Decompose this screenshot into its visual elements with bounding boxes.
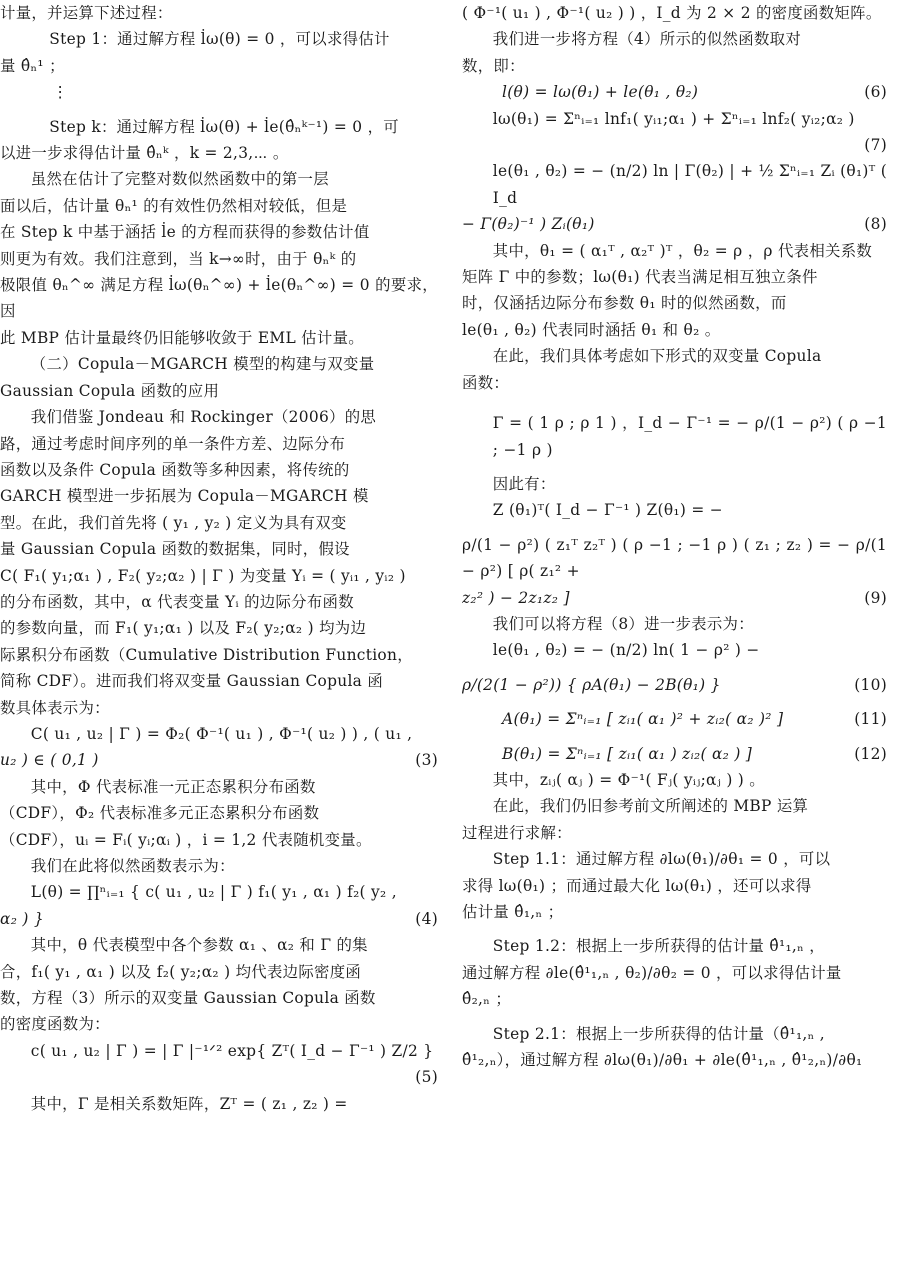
left-text-line: （CDF），uᵢ = Fᵢ( yᵢ;αᵢ ) ，i = 1,2 代表随机变量。 [0,830,372,849]
left-text-line: 我们在此将似然函数表示为： [30,857,235,875]
right-spacer [462,463,887,471]
equation-number: (3) [415,751,438,770]
right-text-line: 过程进行求解： [462,823,572,842]
right-text-line: 其中，θ₁ = ( α₁ᵀ , α₂ᵀ )ᵀ ，θ₂ = ρ ，ρ 代表相关系数 [492,241,873,260]
equation-number: (12) [854,744,887,763]
left-text-line: 其中，Φ 代表标准一元正态累积分布函数 [30,777,316,796]
equation-text: u₂ ) ∈ ( 0,1 ) [0,751,99,770]
left-text-line: 际累积分布函数（Cumulative Distribution Function， [0,645,413,664]
left-text-line: 路，通过考虑时间序列的单一条件方差、边际分布 [0,434,346,453]
right-text-line: le(θ₁ , θ₂) = − (n/2) ln( 1 − ρ² ) − [492,641,760,660]
equation-text: B(θ₁) = Σⁿᵢ₌₁ [ zᵢ₁( α₁ ) zᵢ₂( α₂ ) ] [502,744,753,763]
right-spacer [462,925,887,933]
right-text-line: le(θ₁ , θ₂) = − (n/2) ln | Γ(θ₂) | + ½ Σⁿᵢ₌₁ Zᵢ (θ₁)ᵀ ( I_d [492,162,887,207]
left-text-line: 极限值 θₙ^∞ 满足方程 l̇ω(θₙ^∞) + l̇e(θₙ^∞) = 0 的要求，因 [0,276,438,321]
right-spacer [462,733,887,741]
right-text-line: 估计量 θ̂₁,ₙ ； [462,903,564,921]
right-spacer [462,664,887,672]
equation-number: (4) [415,909,438,928]
left-text-line: GARCH 模型进一步拓展为 Copula－MGARCH 模 [0,487,369,506]
left-text-line: Gaussian Copula 函数的应用 [0,381,220,400]
right-equation-line [462,79,887,105]
right-equation-line [462,741,887,767]
left-text-line: 以进一步求得估计量 θ̂ₙᵏ ，k = 2,3,⋯ 。 [0,144,289,163]
equation-number: (9) [864,588,887,607]
right-text-line: Step 2.1：根据上一步所获得的估计量（θ̂¹₁,ₙ , [492,1024,825,1043]
left-text-line: （CDF），Φ₂ 代表标准多元正态累积分布函数 [0,804,320,823]
left-text-line: 面以后，估计量 θₙ¹ 的有效性仍然相对较低，但是 [0,196,348,215]
right-equation-line [462,585,887,611]
right-text-line: ρ/(1 − ρ²) ( z₁ᵀ z₂ᵀ ) ( ρ −1 ; −1 ρ ) ( z₁ ; z₂ ) = − ρ/(1 − ρ²) [ ρ( z₁² + [462,535,887,581]
right-text-line: 函数： [462,373,510,392]
right-text-line: 数，即： [462,56,525,75]
left-equation-line [0,906,438,932]
right-text-line: 矩阵 Γ 中的参数；lω(θ₁) 代表当满足相互独立条件 [462,268,818,287]
equation-text: α₂ ) } [0,909,44,928]
left-text-line: 合，f₁( y₁ , α₁ ) 以及 f₂( y₂;α₂ ) 均代表边际密度函 [0,962,362,981]
equation-number: (5) [415,1068,438,1087]
left-text-line: 型。在此，我们首先将 ( y₁ , y₂ ) 定义为具有双变 [0,513,347,532]
left-text-line: 的密度函数为： [0,1015,110,1034]
equation-text: A(θ₁) = Σⁿᵢ₌₁ [ zᵢ₁( α₁ )² + zᵢ₂( α₂ )² ] [502,710,784,729]
left-text-line: 的参数向量，而 F₁( y₁;α₁ ) 以及 F₂( y₂;α₂ ) 均为边 [0,619,367,638]
right-equation-line [462,132,887,158]
left-text-line: 简称 CDF）。进而我们将双变量 Gaussian Copula 函 [0,672,384,691]
right-text-line: θ̂₂,ₙ ； [462,990,512,1009]
right-column [462,0,887,1288]
left-text-line: 其中，Γ 是相关系数矩阵，Zᵀ = ( z₁ , z₂ ) = [30,1094,348,1113]
equation-text: ρ/(2(1 − ρ²)) { ρA(θ₁) − 2B(θ₁) } [462,675,721,694]
equation-number: (10) [854,675,887,694]
right-equation-line [462,672,887,698]
left-text-line: ⋮ [52,83,69,102]
left-equation-line [0,747,438,773]
left-text-line: 其中，θ 代表模型中各个参数 α₁ 、α₂ 和 Γ 的集 [30,936,368,955]
left-text-line: 函数以及条件 Copula 函数等多种因素，将传统的 [0,460,350,479]
right-text-line: 在此，我们仍旧参考前文所阐述的 MBP 运算 [492,797,809,816]
right-text-line: Z (θ₁)ᵀ( I_d − Γ⁻¹ ) Z(θ₁) = − [492,501,723,520]
left-text-line: c( u₁ , u₂ | Γ ) = | Γ |⁻¹ᐟ² exp{ Zᵀ( I_d − Γ⁻¹ ) Z/2 } [30,1041,434,1060]
left-text-line: 数，方程（3）所示的双变量 Gaussian Copula 函数 [0,989,376,1008]
left-equation-line [0,1064,438,1090]
right-text-line: 其中，zᵢⱼ( αⱼ ) = Φ⁻¹( Fⱼ( yᵢⱼ;αⱼ ) ) 。 [492,770,765,789]
left-text-line: Step k：通过解方程 l̇ω(θ) + l̇e(θ̂ₙᵏ⁻¹) = 0 ，可 [49,117,399,136]
right-text-line: 求得 lω(θ₁) ；而通过最大化 lω(θ₁) ，还可以求得 [462,876,812,895]
right-text-line: 通过解方程 ∂le(θ̂¹₁,ₙ , θ₂)/∂θ₂ = 0 ，可以求得估计量 [462,963,842,982]
right-text-line: θ̂¹₂,ₙ），通过解方程 ∂lω(θ₁)/∂θ₁ + ∂le(θ̂¹₁,ₙ , θ̂¹₂,ₙ)/∂θ₁ [462,1051,863,1070]
right-spacer [462,1013,887,1021]
right-text-line: 我们可以将方程（8）进一步表示为： [492,614,754,633]
right-spacer [462,524,887,532]
right-text-line: Step 1.2：根据上一步所获得的估计量 θ̂¹₁,ₙ ， [492,937,825,956]
left-text-line: 此 MBP 估计量最终仍旧能够收敛于 EML 估计量。 [0,328,364,347]
right-text-line: 我们进一步将方程（4）所示的似然函数取对 [492,30,802,49]
right-text-line: Γ = ( 1 ρ ; ρ 1 ) ，I_d − Γ⁻¹ = − ρ/(1 − ρ²) ( ρ −1 ; −1 ρ ) [492,414,887,459]
right-equation-line [462,706,887,732]
right-text-line: 因此有： [492,474,556,493]
left-text-line: 的分布函数，其中，α 代表变量 Yᵢ 的边际分布函数 [0,592,354,611]
left-text-line: 数具体表示为： [0,698,110,717]
right-spacer [462,396,887,410]
equation-text: l(θ) = lω(θ₁) + le(θ₁ , θ₂) [502,83,699,102]
right-text-line: 时，仅涵括边际分布参数 θ₁ 时的似然函数，而 [462,294,787,313]
left-text-line: 量 Gaussian Copula 函数的数据集，同时，假设 [0,540,350,559]
right-text-line: lω(θ₁) = Σⁿᵢ₌₁ lnf₁( yᵢ₁;α₁ ) + Σⁿᵢ₌₁ lnf₂( yᵢ₂;α₂ ) [492,109,855,128]
equation-text: − Γ(θ₂)⁻¹ ) Zᵢ(θ₁) [462,215,595,234]
equation-number: (11) [854,710,887,729]
right-text-line: le(θ₁ , θ₂) 代表同时涵括 θ₁ 和 θ₂ 。 [462,320,721,339]
left-text-line: 我们借鉴 Jondeau 和 Rockinger（2006）的思 [30,408,377,427]
left-text-line: 量 θ̂ₙ¹ ； [0,56,65,75]
left-spacer [0,106,438,114]
equation-number: (8) [864,215,887,234]
right-text-line: 在此，我们具体考虑如下形式的双变量 Copula [492,347,822,366]
equation-text: z₂² ) − 2z₁z₂ ] [462,588,570,607]
equation-number: (7) [864,136,887,155]
left-text-line: 则更为有效。我们注意到，当 k→∞时，由于 θₙᵏ 的 [0,249,357,268]
right-text-line: Step 1.1：通过解方程 ∂lω(θ₁)/∂θ₁ = 0 ，可以 [492,850,831,869]
left-text-line: C( u₁ , u₂ | Γ ) = Φ₂( Φ⁻¹( u₁ ) , Φ⁻¹( u₂ ) ) , ( u₁ , [30,724,413,743]
left-text-line: C( F₁( y₁;α₁ ) , F₂( y₂;α₂ ) | Γ ) 为变量 Yᵢ = ( yᵢ₁ , yᵢ₂ ) [0,566,406,585]
left-text-line: Step 1：通过解方程 l̇ω(θ) = 0 ，可以求得估计 [49,30,390,49]
left-text-line: 虽然在估计了完整对数似然函数中的第一层 [30,170,329,189]
equation-number: (6) [864,83,887,102]
right-spacer [462,698,887,706]
left-text-line: 计量，并运算下述过程： [0,4,173,22]
left-text-line: 在 Step k 中基于涵括 l̇e 的方程而获得的参数估计值 [0,223,370,242]
left-text-line: （二）Copula－MGARCH 模型的构建与双变量 [30,355,375,374]
right-equation-line [462,211,887,237]
left-column [0,0,438,1288]
left-text-line: L(θ) = ∏ⁿᵢ₌₁ { c( u₁ , u₂ | Γ ) f₁( y₁ , α₁ ) f₂( y₂ , [30,883,397,902]
right-text-line: ( Φ⁻¹( u₁ ) , Φ⁻¹( u₂ ) ) ，I_d 为 2 × 2 的密度函数矩阵。 [462,4,882,22]
